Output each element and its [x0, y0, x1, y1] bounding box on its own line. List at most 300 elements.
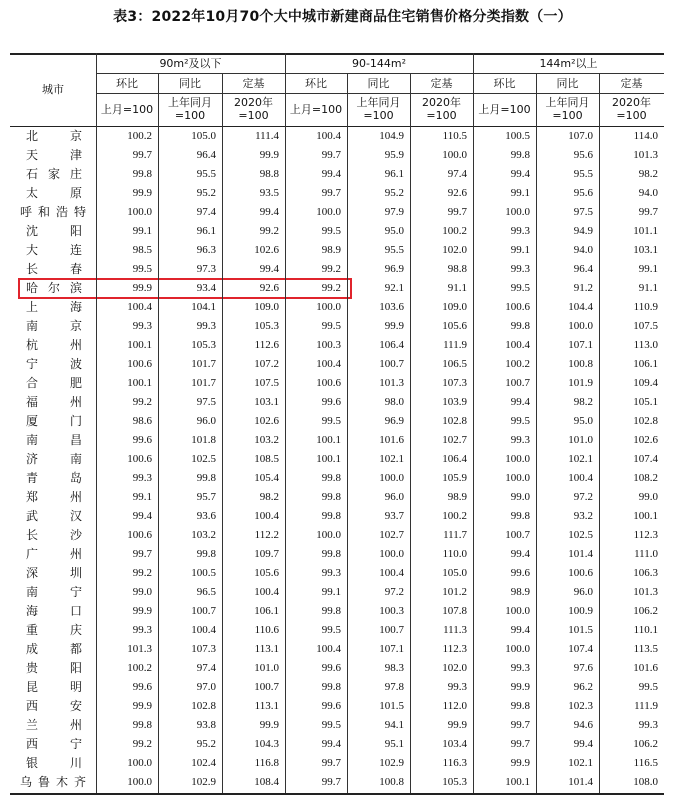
cell-value: 99.6 — [321, 396, 341, 408]
city-name: 贵阳 — [26, 661, 82, 675]
table-title: 表3：2022年10月70个大中城市新建商品住宅销售价格分类指数（一） — [113, 9, 572, 25]
cell-value: 110.9 — [633, 301, 658, 313]
cell-value: 99.8 — [510, 149, 530, 161]
cell-value: 100.1 — [127, 377, 152, 389]
cell-value: 99.0 — [638, 491, 658, 503]
cell-value: 99.7 — [132, 548, 152, 560]
city-name: 济南 — [26, 452, 82, 466]
cell-value: 99.2 — [321, 263, 341, 275]
cell-value: 98.8 — [259, 168, 279, 180]
cell-value: 95.0 — [384, 225, 404, 237]
cell-value: 98.6 — [132, 415, 152, 427]
cell-value: 113.0 — [633, 339, 658, 351]
city-name: 长沙 — [26, 528, 82, 542]
table-row — [10, 507, 664, 526]
header-sub-环比: 环比 — [116, 77, 138, 90]
cell-value: 96.1 — [196, 225, 216, 237]
cell-value: 107.2 — [254, 358, 279, 370]
cell-value: 99.8 — [132, 168, 152, 180]
cell-value: 100.5 — [505, 130, 530, 142]
cell-value: 111.3 — [443, 624, 467, 636]
cell-value: 110.5 — [442, 130, 467, 142]
cell-value: 100.2 — [127, 662, 152, 674]
cell-value: 99.3 — [132, 624, 152, 636]
cell-value: 92.6 — [447, 187, 467, 199]
cell-value: 99.9 — [132, 605, 152, 617]
cell-value: 101.6 — [633, 662, 658, 674]
cell-value: 111.7 — [443, 529, 467, 541]
column-divider — [410, 73, 411, 794]
column-divider — [473, 53, 474, 794]
column-divider — [536, 73, 537, 794]
cell-value: 99.1 — [321, 586, 341, 598]
cell-value: 93.4 — [196, 282, 216, 294]
cell-value: 99.5 — [510, 415, 530, 427]
cell-value: 98.2 — [259, 491, 279, 503]
cell-value: 93.7 — [384, 510, 404, 522]
header-sub-定基: 定基 — [430, 77, 453, 90]
cell-value: 99.3 — [447, 681, 467, 693]
cell-value: 99.7 — [447, 206, 467, 218]
cell-value: 109.0 — [442, 301, 467, 313]
cell-value: 94.0 — [638, 187, 658, 199]
city-name: 厦门 — [26, 414, 82, 428]
cell-value: 99.3 — [196, 320, 216, 332]
cell-value: 116.8 — [254, 757, 279, 769]
cell-value: 99.1 — [638, 263, 658, 275]
cell-value: 102.8 — [191, 700, 216, 712]
header-sub-环比: 环比 — [305, 77, 327, 90]
cell-value: 96.1 — [384, 168, 404, 180]
cell-value: 99.8 — [321, 605, 341, 617]
cell-value: 112.3 — [633, 529, 658, 541]
header-base: 上月=100 — [478, 103, 531, 116]
header-group-3: 144m²以上 — [539, 57, 598, 70]
cell-value: 99.3 — [510, 225, 530, 237]
table-bottom-rule — [10, 793, 664, 795]
cell-value: 96.2 — [573, 681, 593, 693]
cell-value: 99.9 — [132, 282, 152, 294]
cell-value: 106.1 — [254, 605, 279, 617]
cell-value: 99.6 — [132, 434, 152, 446]
cell-value: 100.9 — [568, 605, 593, 617]
header-base: 上月=100 — [100, 103, 154, 116]
city-name: 武汉 — [26, 509, 82, 523]
cell-value: 104.1 — [191, 301, 216, 313]
cell-value: 99.8 — [132, 719, 152, 731]
cell-value: 99.1 — [132, 225, 152, 237]
cell-value: 104.3 — [254, 738, 279, 750]
cell-value: 112.2 — [254, 529, 279, 541]
cell-value: 95.2 — [196, 187, 216, 199]
cell-value: 99.4 — [510, 548, 530, 560]
cell-value: 100.4 — [316, 358, 341, 370]
cell-value: 95.5 — [196, 168, 216, 180]
cell-value: 99.7 — [321, 149, 341, 161]
cell-value: 99.4 — [321, 168, 341, 180]
cell-value: 102.1 — [568, 757, 593, 769]
cell-value: 111.9 — [634, 700, 658, 712]
cell-value: 99.7 — [132, 149, 152, 161]
cell-value: 97.3 — [196, 263, 216, 275]
cell-value: 99.4 — [321, 738, 341, 750]
cell-value: 100.8 — [568, 358, 593, 370]
cell-value: 100.4 — [316, 643, 341, 655]
cell-value: 99.1 — [510, 187, 530, 199]
cell-value: 100.7 — [505, 377, 530, 389]
cell-value: 102.7 — [442, 434, 467, 446]
city-name: 福州 — [26, 395, 82, 409]
city-name: 成都 — [26, 642, 82, 656]
cell-value: 100.2 — [127, 130, 152, 142]
cell-value: 99.5 — [321, 415, 341, 427]
cell-value: 100.0 — [568, 320, 593, 332]
cell-value: 99.4 — [259, 206, 279, 218]
city-name: 郑州 — [26, 490, 82, 504]
cell-value: 101.4 — [568, 548, 593, 560]
cell-value: 100.0 — [127, 776, 152, 788]
cell-value: 100.5 — [191, 567, 216, 579]
cell-value: 96.0 — [573, 586, 593, 598]
cell-value: 96.0 — [196, 415, 216, 427]
cell-value: 100.4 — [254, 510, 279, 522]
cell-value: 104.9 — [379, 130, 404, 142]
city-name: 深圳 — [26, 566, 82, 580]
cell-value: 106.2 — [633, 605, 658, 617]
cell-value: 100.2 — [505, 358, 530, 370]
cell-value: 93.6 — [196, 510, 216, 522]
cell-value: 99.4 — [510, 168, 530, 180]
cell-value: 99.5 — [321, 624, 341, 636]
header-sub-同比: 同比 — [179, 77, 201, 90]
header-base: 上月=100 — [289, 103, 343, 116]
cell-value: 98.5 — [132, 244, 152, 256]
cell-value: 102.0 — [442, 662, 467, 674]
cell-value: 99.3 — [510, 263, 530, 275]
cell-value: 99.6 — [321, 700, 341, 712]
header-group-2: 90-144m² — [351, 57, 407, 70]
city-name: 大连 — [26, 243, 82, 257]
cell-value: 100.6 — [127, 358, 152, 370]
cell-value: 100.7 — [191, 605, 216, 617]
column-divider — [285, 53, 286, 794]
cell-value: 99.1 — [132, 491, 152, 503]
city-name: 广州 — [26, 547, 82, 561]
cell-value: 98.2 — [638, 168, 658, 180]
cell-value: 106.3 — [633, 567, 658, 579]
cell-value: 100.7 — [254, 681, 279, 693]
cell-value: 102.6 — [254, 244, 279, 256]
header-base: 上年同月 =100 — [356, 96, 401, 122]
cell-value: 95.7 — [196, 491, 216, 503]
cell-value: 99.3 — [132, 320, 152, 332]
cell-value: 99.8 — [510, 510, 530, 522]
cell-value: 100.0 — [379, 548, 404, 560]
cell-value: 99.0 — [132, 586, 152, 598]
city-name: 海口 — [26, 604, 82, 618]
header-base: 上年同月 =100 — [545, 96, 590, 122]
cell-value: 102.9 — [379, 757, 404, 769]
cell-value: 101.8 — [191, 434, 216, 446]
cell-value: 93.2 — [573, 510, 593, 522]
cell-value: 102.1 — [568, 453, 593, 465]
cell-value: 100.0 — [505, 206, 530, 218]
cell-value: 100.1 — [127, 339, 152, 351]
header-sub-环比: 环比 — [493, 77, 516, 90]
cell-value: 98.3 — [384, 662, 404, 674]
city-name: 青岛 — [26, 471, 82, 485]
cell-value: 99.9 — [132, 700, 152, 712]
cell-value: 96.4 — [573, 263, 593, 275]
table-row — [10, 241, 664, 260]
cell-value: 105.4 — [254, 472, 279, 484]
cell-value: 99.8 — [321, 548, 341, 560]
cell-value: 107.8 — [442, 605, 467, 617]
cell-value: 99.2 — [321, 282, 341, 294]
cell-value: 103.6 — [379, 301, 404, 313]
cell-value: 99.9 — [447, 719, 467, 731]
cell-value: 102.5 — [191, 453, 216, 465]
cell-value: 100.0 — [505, 472, 530, 484]
column-divider — [599, 73, 600, 794]
cell-value: 99.8 — [321, 472, 341, 484]
cell-value: 102.1 — [379, 453, 404, 465]
cell-value: 96.3 — [196, 244, 216, 256]
header-sub-同比: 同比 — [367, 77, 390, 90]
cell-value: 100.0 — [316, 301, 341, 313]
cell-value: 100.4 — [254, 586, 279, 598]
cell-value: 95.2 — [196, 738, 216, 750]
cell-value: 91.1 — [638, 282, 658, 294]
cell-value: 100.2 — [442, 510, 467, 522]
cell-value: 113.5 — [633, 643, 658, 655]
table-row — [10, 336, 664, 355]
cell-value: 99.8 — [196, 548, 216, 560]
cell-value: 100.1 — [316, 434, 341, 446]
table-row — [10, 640, 664, 659]
table-row — [10, 621, 664, 640]
cell-value: 99.2 — [259, 225, 279, 237]
cell-value: 105.1 — [633, 396, 658, 408]
cell-value: 107.1 — [379, 643, 404, 655]
cell-value: 109.4 — [633, 377, 658, 389]
column-divider — [347, 73, 348, 794]
table-row — [10, 146, 664, 165]
cell-value: 102.6 — [254, 415, 279, 427]
city-name: 昆明 — [26, 680, 82, 694]
cell-value: 95.5 — [384, 244, 404, 256]
header-sub-定基: 定基 — [620, 77, 643, 90]
table-row — [10, 431, 664, 450]
table-row — [10, 203, 664, 222]
table-row — [10, 564, 664, 583]
cell-value: 102.8 — [442, 415, 467, 427]
cell-value: 96.9 — [384, 263, 404, 275]
cell-value: 100.3 — [316, 339, 341, 351]
cell-value: 100.6 — [505, 301, 530, 313]
cell-value: 101.5 — [568, 624, 593, 636]
header-base: 2020年 =100 — [612, 96, 651, 122]
cell-value: 100.6 — [316, 377, 341, 389]
cell-value: 105.3 — [442, 776, 467, 788]
cell-value: 99.3 — [321, 567, 341, 579]
cell-value: 101.5 — [379, 700, 404, 712]
cell-value: 99.7 — [638, 206, 658, 218]
cell-value: 105.3 — [254, 320, 279, 332]
cell-value: 99.8 — [510, 700, 530, 712]
cell-value: 96.4 — [196, 149, 216, 161]
cell-value: 97.5 — [196, 396, 216, 408]
cell-value: 100.3 — [379, 605, 404, 617]
cell-value: 97.8 — [384, 681, 404, 693]
table-row — [10, 412, 664, 431]
cell-value: 100.0 — [442, 149, 467, 161]
cell-value: 106.4 — [379, 339, 404, 351]
cell-value: 95.5 — [573, 168, 593, 180]
cell-value: 105.6 — [254, 567, 279, 579]
cell-value: 113.1 — [254, 700, 279, 712]
table-row — [10, 127, 664, 146]
table-row — [10, 393, 664, 412]
city-name: 乌鲁木齐 — [20, 775, 86, 789]
city-name: 天津 — [26, 148, 82, 162]
city-name: 长春 — [26, 262, 82, 276]
city-name: 银川 — [26, 756, 82, 770]
cell-value: 107.0 — [568, 130, 593, 142]
cell-value: 100.1 — [633, 510, 658, 522]
cell-value: 112.6 — [254, 339, 279, 351]
cell-value: 101.0 — [568, 434, 593, 446]
cell-value: 92.6 — [259, 282, 279, 294]
cell-value: 99.6 — [321, 662, 341, 674]
cell-value: 100.0 — [127, 757, 152, 769]
table-row — [10, 184, 664, 203]
cell-value: 96.5 — [196, 586, 216, 598]
cell-value: 116.5 — [633, 757, 658, 769]
table-row — [10, 450, 664, 469]
cell-value: 116.3 — [442, 757, 467, 769]
cell-value: 99.9 — [510, 757, 530, 769]
table-row — [10, 735, 664, 754]
cell-value: 99.8 — [321, 510, 341, 522]
cell-value: 97.2 — [573, 491, 593, 503]
cell-value: 108.2 — [633, 472, 658, 484]
cell-value: 100.6 — [127, 453, 152, 465]
cell-value: 99.7 — [321, 757, 341, 769]
cell-value: 99.6 — [132, 681, 152, 693]
table-row — [10, 488, 664, 507]
cell-value: 105.0 — [191, 130, 216, 142]
city-name: 合肥 — [26, 376, 82, 390]
cell-value: 101.1 — [633, 225, 658, 237]
cell-value: 99.8 — [321, 491, 341, 503]
cell-value: 100.7 — [505, 529, 530, 541]
cell-value: 102.5 — [568, 529, 593, 541]
cell-value: 99.1 — [510, 244, 530, 256]
city-name: 南宁 — [26, 585, 82, 599]
cell-value: 100.0 — [379, 472, 404, 484]
cell-value: 112.3 — [442, 643, 467, 655]
cell-value: 109.7 — [254, 548, 279, 560]
cell-value: 93.8 — [196, 719, 216, 731]
cell-value: 95.9 — [384, 149, 404, 161]
table-row — [10, 583, 664, 602]
cell-value: 100.2 — [442, 225, 467, 237]
cell-value: 98.9 — [510, 586, 530, 598]
table-row — [10, 602, 664, 621]
cell-value: 102.4 — [191, 757, 216, 769]
cell-value: 100.4 — [127, 301, 152, 313]
cell-value: 106.2 — [633, 738, 658, 750]
city-name: 哈尔滨 — [26, 281, 82, 295]
city-name: 南昌 — [26, 433, 82, 447]
cell-value: 95.6 — [573, 187, 593, 199]
cell-value: 112.0 — [442, 700, 467, 712]
cell-value: 95.1 — [384, 738, 404, 750]
table-row — [10, 754, 664, 773]
cell-value: 103.1 — [633, 244, 658, 256]
cell-value: 99.4 — [510, 624, 530, 636]
cell-value: 99.4 — [259, 263, 279, 275]
cell-value: 103.1 — [254, 396, 279, 408]
cell-value: 97.9 — [384, 206, 404, 218]
cell-value: 94.1 — [384, 719, 404, 731]
column-divider — [222, 73, 223, 794]
cell-value: 99.7 — [510, 719, 530, 731]
cell-value: 99.3 — [638, 719, 658, 731]
cell-value: 102.7 — [379, 529, 404, 541]
cell-value: 97.6 — [573, 662, 593, 674]
cell-value: 99.3 — [132, 472, 152, 484]
table-row — [10, 222, 664, 241]
cell-value: 101.3 — [379, 377, 404, 389]
cell-value: 96.9 — [384, 415, 404, 427]
cell-value: 99.4 — [510, 396, 530, 408]
city-name: 兰州 — [26, 718, 82, 732]
cell-value: 100.1 — [505, 776, 530, 788]
table-row — [10, 317, 664, 336]
cell-value: 95.2 — [384, 187, 404, 199]
cell-value: 99.5 — [638, 681, 658, 693]
cell-value: 98.0 — [384, 396, 404, 408]
cell-value: 100.1 — [316, 453, 341, 465]
cell-value: 101.7 — [191, 377, 216, 389]
header-base: 上年同月 =100 — [168, 96, 212, 122]
cell-value: 97.4 — [196, 206, 216, 218]
cell-value: 98.2 — [573, 396, 593, 408]
cell-value: 114.0 — [633, 130, 658, 142]
cell-value: 100.7 — [379, 624, 404, 636]
header-sub-同比: 同比 — [556, 77, 579, 90]
cell-value: 100.0 — [127, 206, 152, 218]
cell-value: 111.4 — [255, 130, 279, 142]
table-row — [10, 260, 664, 279]
cell-value: 99.4 — [573, 738, 593, 750]
cell-value: 100.0 — [505, 453, 530, 465]
cell-value: 110.0 — [442, 548, 467, 560]
cell-value: 98.9 — [447, 491, 467, 503]
cell-value: 100.0 — [316, 529, 341, 541]
city-name: 沈阳 — [26, 224, 82, 238]
city-name: 呼和浩特 — [20, 205, 86, 219]
cell-value: 106.5 — [442, 358, 467, 370]
cell-value: 99.7 — [321, 187, 341, 199]
table-row — [10, 716, 664, 735]
cell-value: 97.2 — [384, 586, 404, 598]
cell-value: 101.0 — [254, 662, 279, 674]
cell-value: 95.6 — [573, 149, 593, 161]
cell-value: 101.3 — [633, 149, 658, 161]
